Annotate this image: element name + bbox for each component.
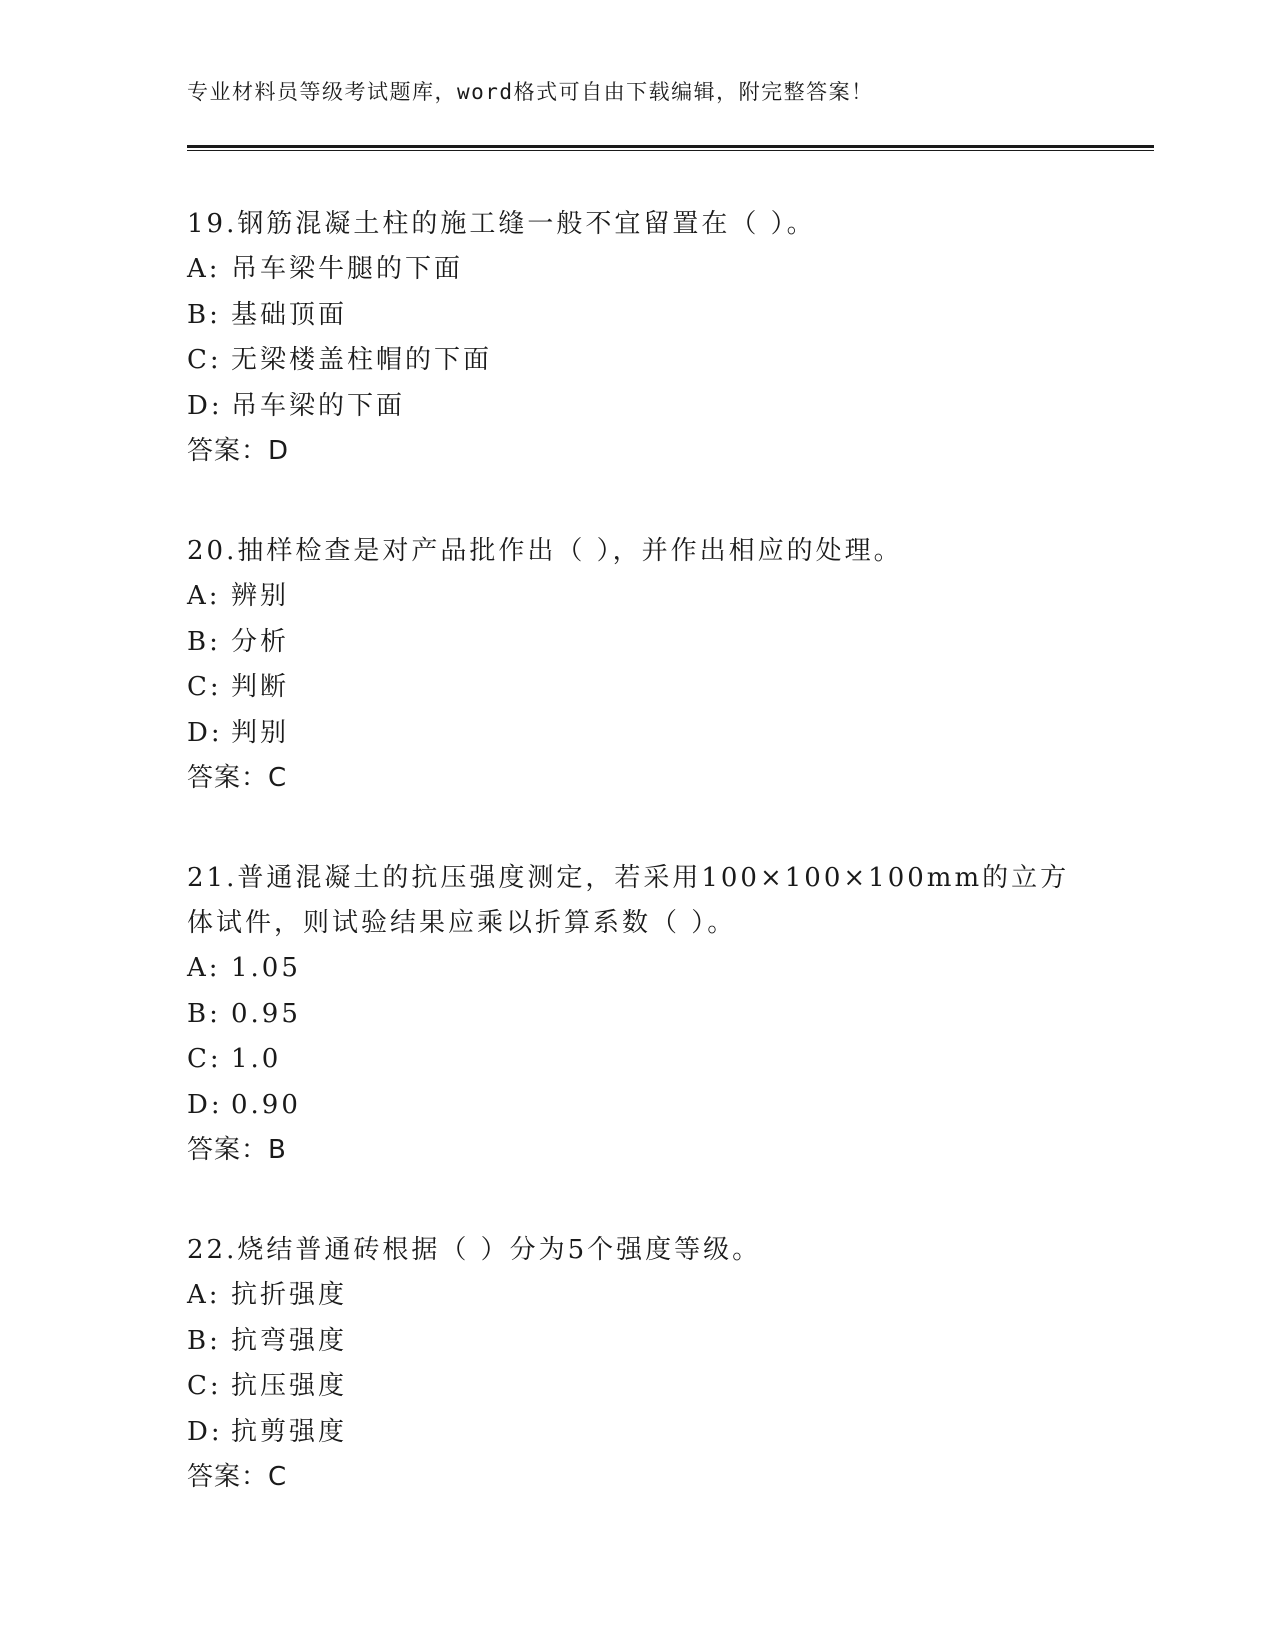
question-19 <box>187 202 1087 474</box>
question-title: 19.钢筋混凝土柱的施工缝一般不宜留置在（ ）。 <box>187 209 816 239</box>
option-d <box>187 1410 1087 1456</box>
option-text: 0.95 <box>231 998 301 1029</box>
answer-line: 答案：B <box>187 1135 287 1165</box>
option-letter: D: <box>187 717 223 748</box>
question-22 <box>187 1228 1087 1500</box>
question-20 <box>187 529 1087 801</box>
option-text: 判别 <box>231 717 290 748</box>
option-text: 判断 <box>231 672 290 702</box>
question-title: 21.普通混凝土的抗压强度测定，若采用100×100×100mm的立方体试件，则试验结果应乘以折算系数（ ）。 <box>187 863 1070 938</box>
option-letter: C: <box>187 1044 222 1074</box>
option-text: 吊车梁牛腿的下面 <box>231 254 464 284</box>
option-text: 分析 <box>231 626 290 657</box>
option-d <box>187 1083 1087 1129</box>
answer-line: 答案：C <box>187 763 288 793</box>
option-c <box>187 1364 1087 1410</box>
option-letter: D: <box>187 1416 223 1447</box>
question-title: 20.抽样检查是对产品批作出（ ），并作出相应的处理。 <box>187 536 903 566</box>
option-letter: A: <box>187 581 221 611</box>
answer-line: 答案：C <box>187 1462 288 1492</box>
option-text: 吊车梁的下面 <box>231 390 406 421</box>
question-title: 22.烧结普通砖根据（ ）分为5个强度等级。 <box>187 1235 762 1265</box>
option-c <box>187 1037 1087 1083</box>
option-letter: C: <box>187 1371 222 1401</box>
option-d <box>187 384 1087 430</box>
option-text: 辨别 <box>231 581 290 611</box>
option-text: 抗折强度 <box>231 1280 348 1310</box>
option-text: 0.90 <box>231 1089 301 1120</box>
option-d <box>187 711 1087 757</box>
option-b <box>187 293 1087 339</box>
option-text: 无梁楼盖柱帽的下面 <box>231 345 493 375</box>
option-letter: A: <box>187 254 221 284</box>
option-letter: C: <box>187 345 222 375</box>
option-letter: A: <box>187 953 221 983</box>
option-text: 基础顶面 <box>231 299 348 330</box>
question-list <box>187 202 1087 1555</box>
option-letter: B: <box>187 626 221 657</box>
option-letter: B: <box>187 299 221 330</box>
question-21 <box>187 856 1087 1173</box>
option-text: 1.05 <box>231 953 301 983</box>
option-letter: D: <box>187 390 223 421</box>
answer-line: 答案：D <box>187 436 290 466</box>
option-b <box>187 992 1087 1038</box>
option-letter: B: <box>187 998 221 1029</box>
option-text: 抗弯强度 <box>231 1325 348 1356</box>
option-text: 抗剪强度 <box>231 1416 348 1447</box>
option-text: 抗压强度 <box>231 1371 348 1401</box>
option-letter: A: <box>187 1280 221 1310</box>
option-text: 1.0 <box>231 1044 282 1074</box>
option-a <box>187 1273 1087 1319</box>
header-divider-thin <box>187 150 1154 151</box>
option-letter: B: <box>187 1325 221 1356</box>
option-c <box>187 665 1087 711</box>
header-divider-thick <box>187 145 1154 148</box>
option-b <box>187 620 1087 666</box>
option-letter: D: <box>187 1089 223 1120</box>
page-header: 专业材料员等级考试题库，word格式可自由下载编辑，附完整答案！ <box>187 80 874 104</box>
option-letter: C: <box>187 672 222 702</box>
option-c <box>187 338 1087 384</box>
option-a <box>187 946 1087 992</box>
option-b <box>187 1319 1087 1365</box>
option-a <box>187 247 1087 293</box>
option-a <box>187 574 1087 620</box>
